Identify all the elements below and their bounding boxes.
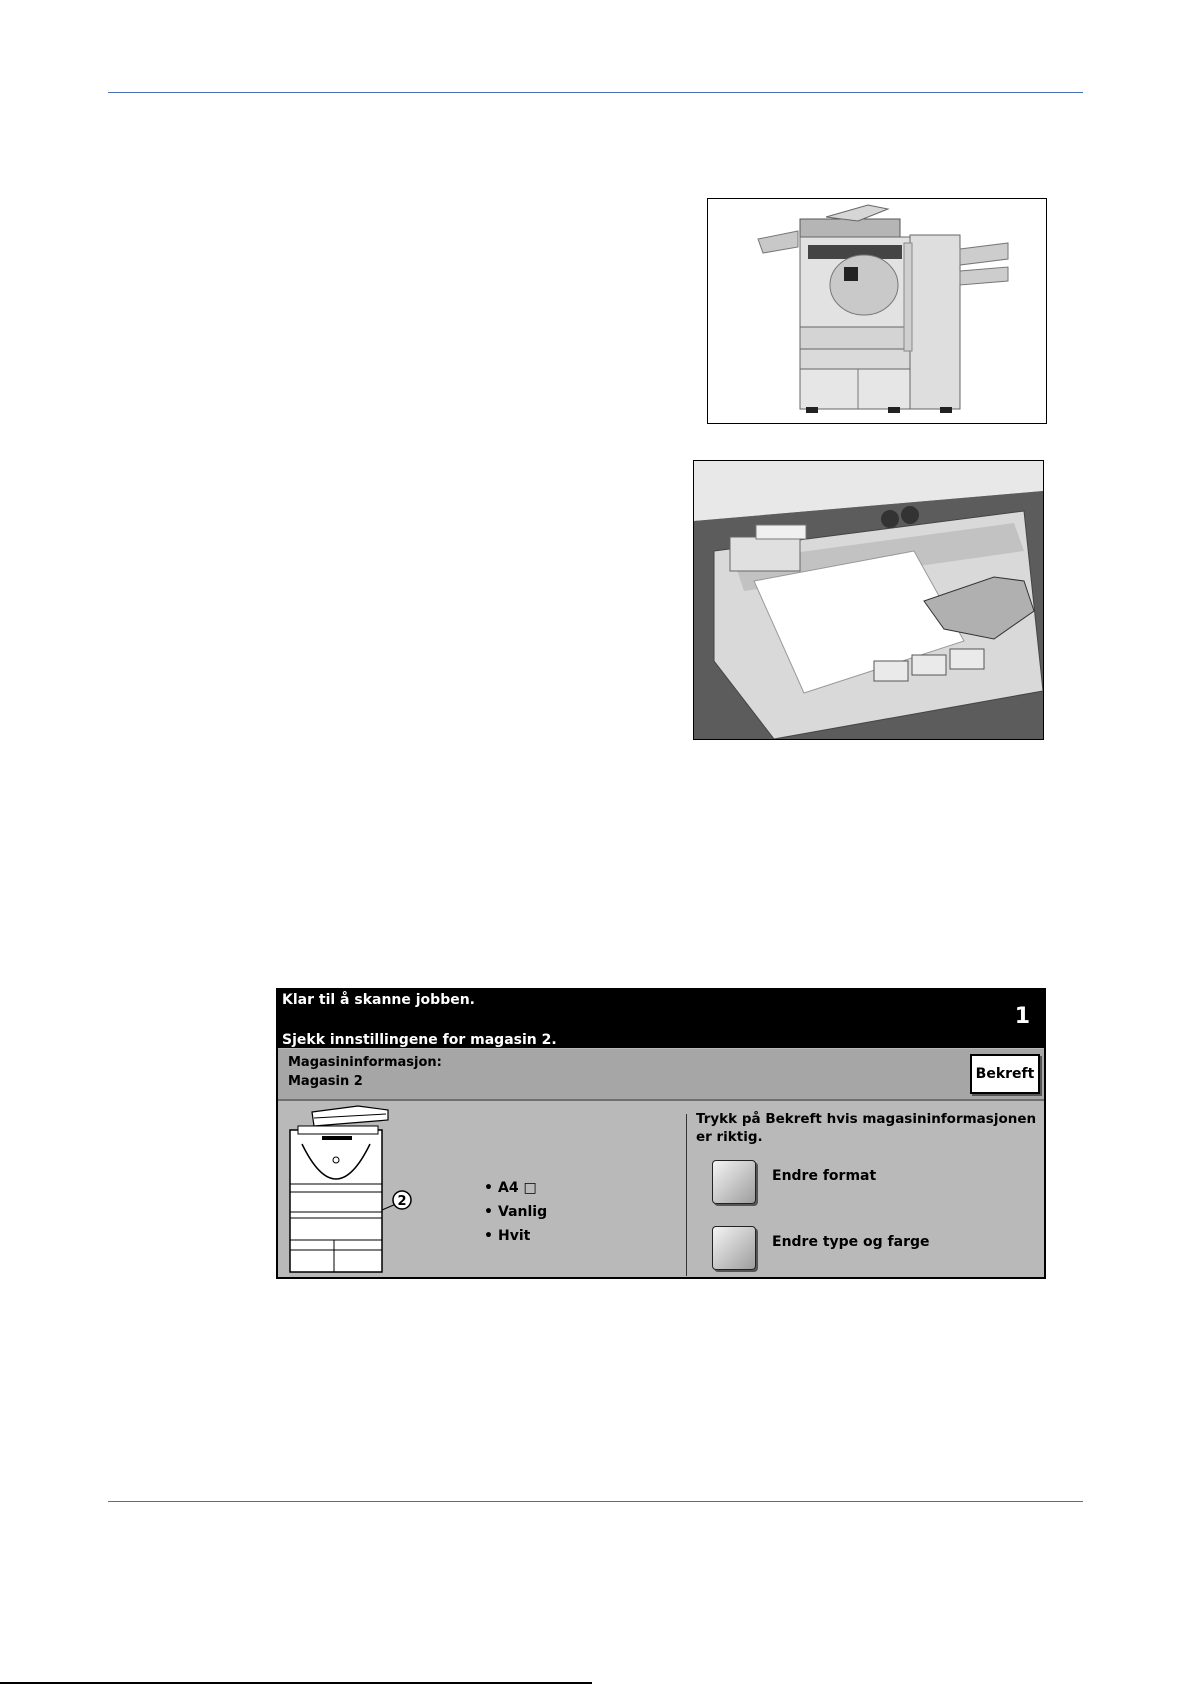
- message-bar: [278, 990, 1044, 1048]
- property-color: • Hvit: [484, 1228, 531, 1244]
- touch-screen-panel: [276, 988, 1046, 1279]
- instruction-text: Trykk på Bekreft hvis magasininformasjonen er riktig.: [696, 1111, 1037, 1145]
- property-size: • A4 □: [484, 1180, 537, 1196]
- confirm-button[interactable]: Bekreft: [970, 1054, 1040, 1094]
- status-line-2: Sjekk innstillingene for magasin 2.: [282, 1032, 557, 1048]
- tray-properties: [484, 1176, 547, 1248]
- tray-number-label: 2: [397, 1194, 407, 1209]
- property-type: • Vanlig: [484, 1204, 548, 1220]
- change-format-button[interactable]: [712, 1160, 756, 1204]
- printer-photo: [707, 198, 1047, 424]
- divider: [686, 1114, 687, 1276]
- status-line-1: Klar til å skanne jobben.: [282, 992, 475, 1008]
- page-bottom-line: [0, 1682, 592, 1684]
- change-type-color-label: Endre type og farge: [772, 1234, 930, 1250]
- tray-info-value: Magasin 2: [288, 1074, 363, 1089]
- footer-rule: [108, 1501, 1083, 1502]
- tray-info-title: Magasininformasjon:: [288, 1055, 442, 1070]
- paper-tray-photo: [693, 460, 1044, 740]
- quantity-counter: 1: [1014, 1004, 1030, 1029]
- change-format-label: Endre format: [772, 1168, 877, 1184]
- tray-info-bar: [278, 1049, 1044, 1101]
- header-rule: [108, 92, 1083, 93]
- change-type-color-button[interactable]: [712, 1226, 756, 1270]
- orientation-icon: □: [523, 1180, 537, 1196]
- printer-diagram-icon: [288, 1104, 418, 1278]
